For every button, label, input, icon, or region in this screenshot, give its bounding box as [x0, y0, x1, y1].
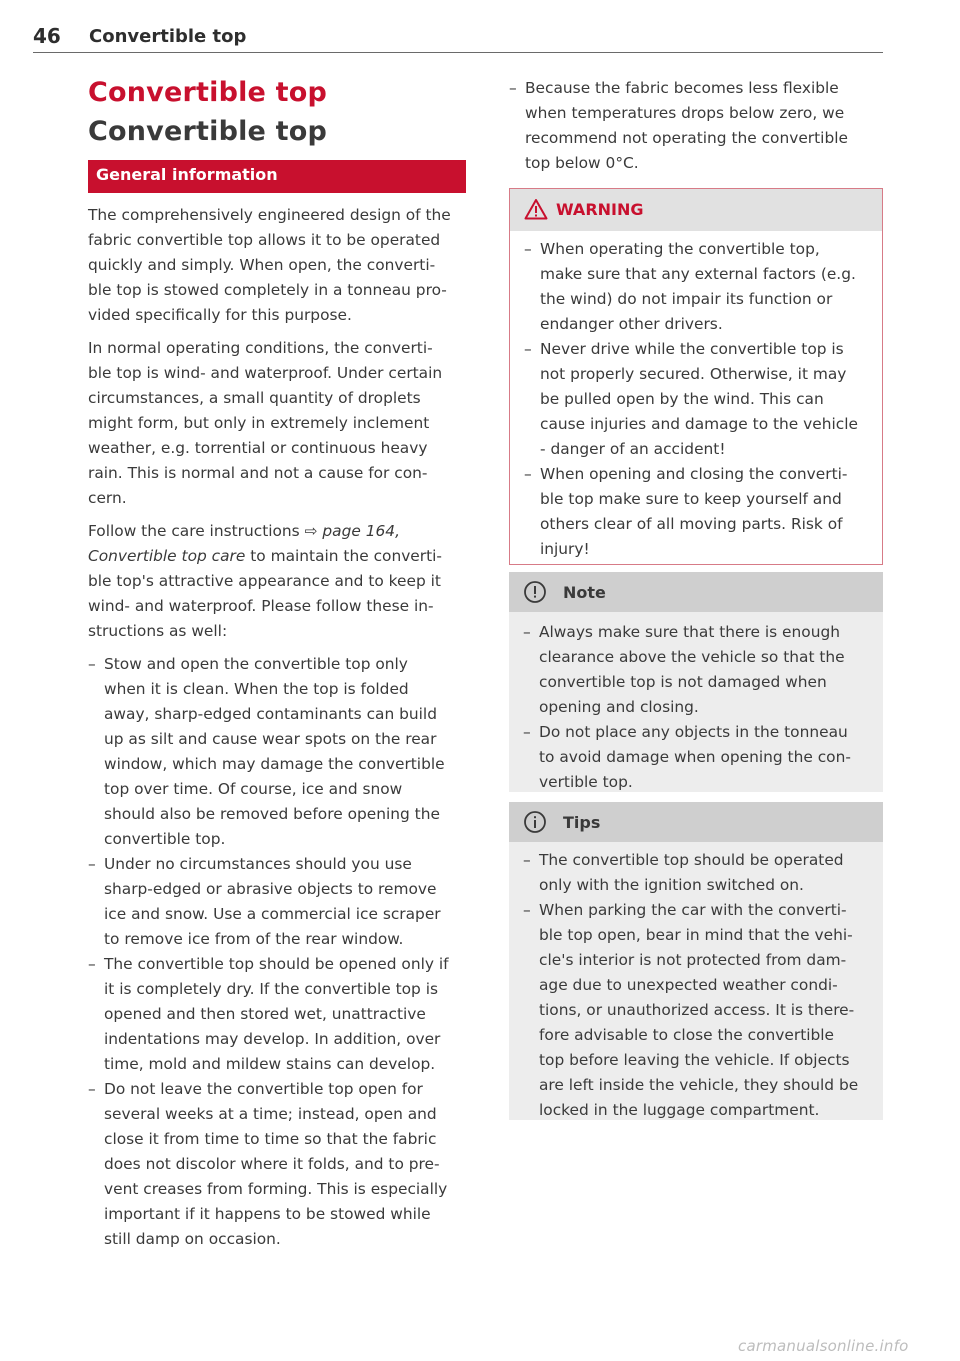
list-item: – The convertible top should be operated only with the ignition switched on.	[523, 848, 875, 898]
section-title: Convertible top	[88, 116, 328, 147]
info-circle-icon	[523, 810, 547, 838]
note-header	[509, 572, 883, 612]
tips-box	[509, 802, 883, 1120]
paragraph-waterproof: In normal operating conditions, the converti- ble top is wind- and waterproof. Under certain circumstances, a small quantity of droplets might form, but only in extremely inclement weather, e.g. torrential or continuous heavy rain. This is normal and not a cause for con- cern.	[88, 339, 443, 507]
list-item: – Stow and open the convertible top only when it is clean. When the top is folded away, sharp-edged contaminants can build up as silt and cause wear spots on the rear window, which may damage the convertible top over time. Of course, ice and snow should also be removed before opening the convertible top.	[88, 652, 466, 852]
list-item: – When operating the convertible top, make sure that any external factors (e.g. the wind) do not impair its function or endanger other drivers.	[524, 237, 874, 337]
watermark: carmanualsonline.info	[738, 1337, 909, 1355]
tips-title: Tips	[563, 813, 601, 832]
warning-box	[509, 188, 883, 565]
list-item: – Do not leave the convertible top open for several weeks at a time; instead, open and close it from time to time so that the fabric does not discolor where it folds, and to pre- vent creases from forming. This is especially important if it happens to be stowed while still damp on occasion.	[88, 1077, 466, 1252]
tips-header	[509, 802, 883, 842]
list-item: – Always make sure that there is enough clearance above the vehicle so that the convertible top is not damaged when opening and closing.	[523, 620, 875, 720]
list-item: – Never drive while the convertible top is not properly secured. Otherwise, it may be pulled open by the wind. This can cause injuries and damage to the vehicle - danger of an accident!	[524, 337, 874, 462]
page-reference-link[interactable]: ⇨ page 164,	[304, 522, 400, 540]
general-information-heading-bar	[88, 160, 466, 193]
list-item: – Under no circumstances should you use sharp-edged or abrasive objects to remove ice and snow. Use a commercial ice scraper to remove ice from of the rear window.	[88, 852, 466, 952]
left-body-text	[88, 203, 466, 1252]
chapter-title: Convertible top	[88, 77, 328, 108]
general-information-heading: General information	[96, 165, 278, 184]
paragraph-design: The comprehensively engineered design of the fabric convertible top allows it to be operated quickly and simply. When open, the converti- ble top is stowed completely in a tonneau pro- vided specifically for this purpose.	[88, 206, 451, 324]
warning-title: WARNING	[556, 200, 644, 219]
list-item: – When opening and closing the converti- ble top make sure to keep yourself and others clear of all moving parts. Risk of injury!	[524, 462, 874, 562]
paragraph-care-instructions: Follow the care instructions ⇨ page 164, Convertible top care to maintain the converti- ble top's attractive appearance and to keep it wind- and waterproof. Please follow these in- structions as well:	[88, 522, 442, 640]
page-header	[33, 22, 883, 53]
list-item: – Because the fabric becomes less flexible when temperatures drops below zero, we recommend not operating the convertible top below 0°C.	[509, 76, 882, 176]
page-number: 46	[33, 24, 61, 48]
warning-triangle-icon	[524, 198, 548, 224]
tips-body	[523, 848, 875, 1123]
list-item: – The convertible top should be opened only if it is completely dry. If the convertible top is opened and then stored wet, unattractive indentations may develop. In addition, over time, mold and mildew stains can develop.	[88, 952, 466, 1077]
running-section-title: Convertible top	[89, 26, 247, 47]
warning-body	[524, 237, 874, 562]
care-topic-reference[interactable]: Convertible top care	[88, 547, 246, 565]
note-title: Note	[563, 583, 606, 602]
warning-header	[510, 189, 882, 231]
note-body	[523, 620, 875, 795]
note-box	[509, 572, 883, 792]
right-intro	[509, 76, 882, 176]
list-item: – Do not place any objects in the tonneau to avoid damage when opening the con- vertible top.	[523, 720, 875, 795]
list-item: – When parking the car with the converti- ble top open, bear in mind that the vehi- cle's interior is not protected from dam- age due to unexpected weather condi- tions, or unauthorized access. It is there- fore advisable to close the convertible top before leaving the vehicle. If objects are left inside the vehicle, they should be locked in the luggage compartment.	[523, 898, 875, 1123]
exclamation-circle-icon	[523, 580, 547, 608]
